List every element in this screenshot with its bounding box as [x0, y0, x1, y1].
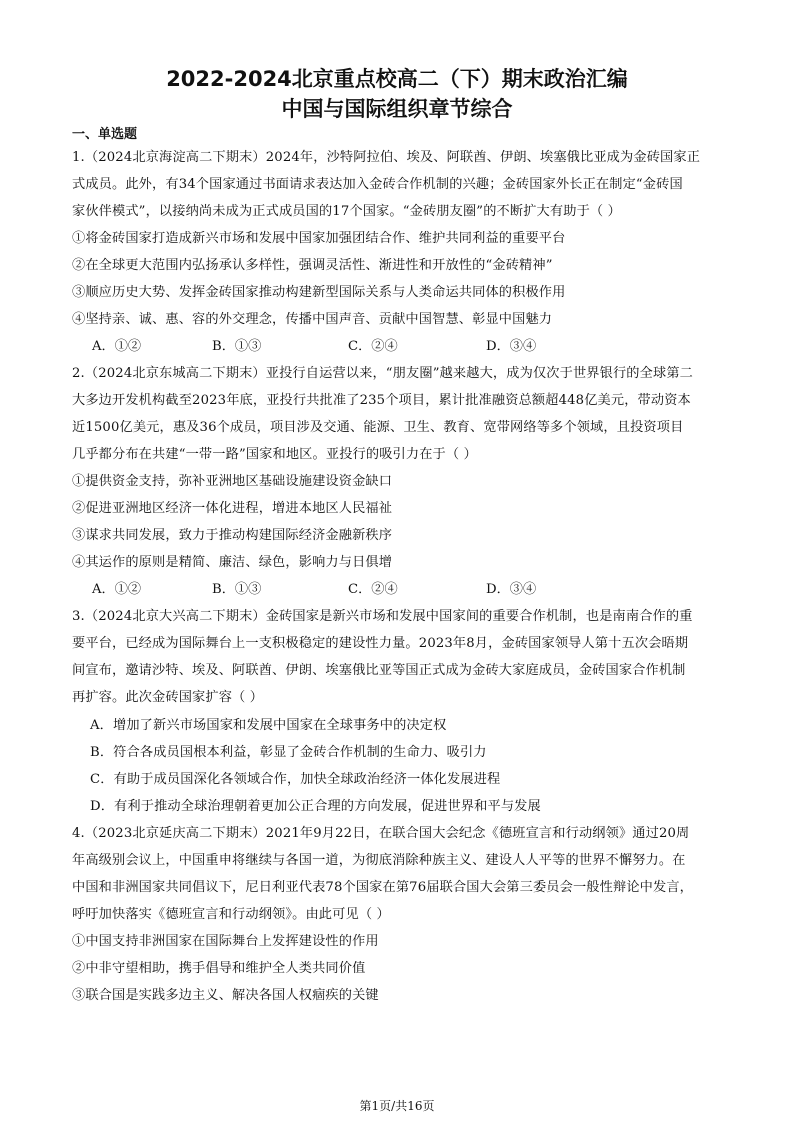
option-a: A．①② [92, 582, 142, 597]
question-3-line-2: 要平台，已经成为国际舞台上一支积极稳定的建设性力量。2023年8月，金砖国家领导人第十五次会晤期 [72, 636, 689, 651]
option-d: D．③④ [486, 582, 537, 597]
question-2-line-2: 大多边开发机构截至2023年底，亚投行共批准了235个项目，累计批准融资总额超448亿美元，带动资本 [72, 393, 691, 408]
question-3-option-b: B．符合各成员国根本利益，彰显了金砖合作机制的生命力、吸引力 [90, 745, 487, 760]
question-3-option-d: D．有利于推动全球治理朝着更加公正合理的方向发展，促进世界和平与发展 [90, 799, 541, 814]
question-2-line-4: 几乎都分布在共建“一带一路”国家和地区。亚投行的吸引力在于（ ） [72, 447, 477, 462]
question-2-item-1: ①提供资金支持，弥补亚洲地区基础设施建设资金缺口 [72, 474, 393, 489]
section-heading: 一、单选题 [72, 127, 138, 142]
question-4-line-2: 年高级别会议上，中国重申将继续与各国一道，为彻底消除种族主义、建设人人平等的世界不懈努力。在 [72, 853, 686, 868]
question-2-line-1: 2.（2024北京东城高二下期末）亚投行自运营以来，“朋友圈”越来越大，成为仅次于世界银行的全球第二 [72, 366, 693, 381]
option-a: A．①② [92, 339, 142, 354]
option-b: B．①③ [212, 582, 262, 597]
question-3-line-4: 再扩容。此次金砖国家扩容（ ） [72, 690, 264, 705]
question-4-item-2: ②中非守望相助，携手倡导和维护全人类共同价值 [72, 961, 366, 976]
question-1-line-2: 式成员。此外，有34个国家通过书面请求表达加入金砖合作机制的兴趣；金砖国家外长正在制定“金砖国 [72, 177, 683, 192]
page-footer: 第1页/共16页 [359, 1099, 435, 1113]
option-d: D．③④ [486, 339, 537, 354]
document-subtitle: 中国与国际组织章节综合 [281, 97, 513, 121]
question-1-line-1: 1.（2024北京海淀高二下期末）2024年，沙特阿拉伯、埃及、阿联酋、伊朗、埃塞俄比亚成为金砖国家正 [72, 150, 701, 165]
question-2-item-3: ③谋求共同发展，致力于推动构建国际经济金融新秩序 [72, 528, 393, 543]
question-3-option-a: A．增加了新兴市场国家和发展中国家在全球事务中的决定权 [90, 718, 447, 733]
question-2-line-3: 近1500亿美元，惠及36个成员，项目涉及交通、能源、卫生、教育、宽带网络等多个领域，且投资项目 [72, 420, 684, 435]
question-2-item-2: ②促进亚洲地区经济一体化进程，增进本地区人民福祉 [72, 501, 393, 516]
question-1-item-4: ④坚持亲、诚、惠、容的外交理念，传播中国声音、贡献中国智慧、彰显中国魅力 [72, 312, 553, 327]
question-1-item-2: ②在全球更大范围内弘扬承认多样性，强调灵活性、渐进性和开放性的“金砖精神” [72, 258, 553, 273]
question-4-line-4: 呼吁加快落实《德班宣言和行动纲领》。由此可见（ ） [72, 907, 390, 922]
document-title: 2022-2024北京重点校高二（下）期末政治汇编 [166, 67, 628, 91]
question-4-item-1: ①中国支持非洲国家在国际舞台上发挥建设性的作用 [72, 934, 379, 949]
option-c: C．②④ [348, 582, 398, 597]
question-2-item-4: ④其运作的原则是精简、廉洁、绿色，影响力与日俱增 [72, 555, 393, 570]
option-b: B．①③ [212, 339, 262, 354]
question-4-item-3: ③联合国是实践多边主义、解决各国人权痼疾的关键 [72, 988, 379, 1003]
question-4-line-3: 中国和非洲国家共同倡议下，尼日利亚代表78个国家在第76届联合国大会第三委员会一般性辩论中发言， [72, 880, 694, 895]
question-3-option-c: C．有助于成员国深化各领域合作，加快全球政治经济一体化发展进程 [90, 772, 501, 787]
question-3-line-1: 3.（2024北京大兴高二下期末）金砖国家是新兴市场和发展中国家间的重要合作机制，也是南南合作的重 [72, 609, 693, 624]
option-c: C．②④ [348, 339, 398, 354]
question-3-line-3: 间宣布，邀请沙特、埃及、阿联酋、伊朗、埃塞俄比亚等国正式成为金砖大家庭成员，金砖国家合作机制 [72, 663, 686, 678]
question-4-line-1: 4.（2023北京延庆高二下期末）2021年9月22日，在联合国大会纪念《德班宣言和行动纲领》通过20周 [72, 826, 690, 841]
question-1-item-3: ③顺应历史大势、发挥金砖国家推动构建新型国际关系与人类命运共同体的积极作用 [72, 285, 566, 300]
question-1-line-3: 家伙伴模式”，以接纳尚未成为正式成员国的17个国家。“金砖朋友圈”的不断扩大有助于（ ） [72, 204, 621, 219]
question-1-item-1: ①将金砖国家打造成新兴市场和发展中国家加强团结合作、维护共同利益的重要平台 [72, 231, 566, 246]
